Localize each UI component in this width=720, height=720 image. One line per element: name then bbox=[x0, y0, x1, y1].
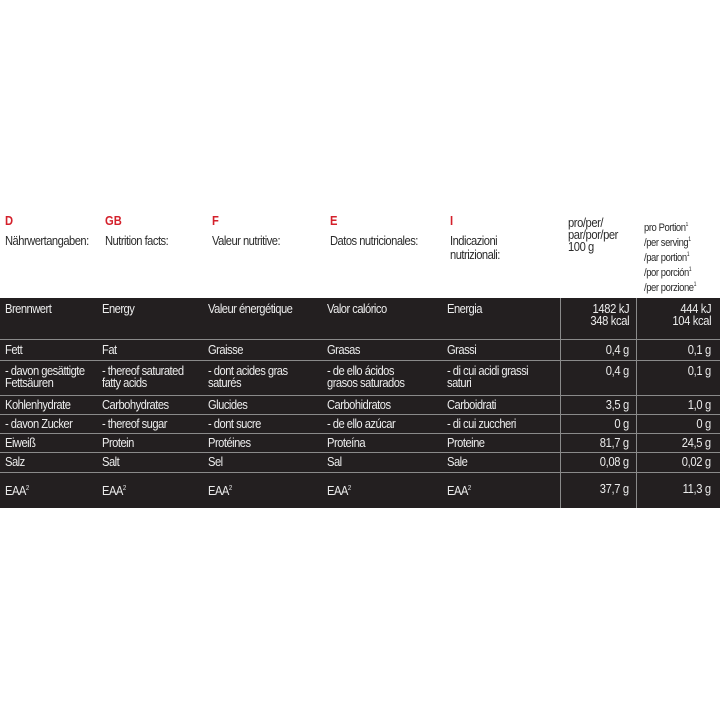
value-per-portion: 1,0 g bbox=[687, 397, 711, 412]
cell-d: Eiweiß bbox=[5, 435, 36, 450]
cell-gb: - thereof saturated fatty acids bbox=[102, 363, 184, 390]
table-row bbox=[0, 434, 720, 453]
cell-f: Valeur énergétique bbox=[208, 301, 293, 316]
cell-gb: Energy bbox=[102, 301, 135, 316]
header-col-f bbox=[212, 214, 280, 248]
cell-f: - dont sucre bbox=[208, 416, 261, 431]
value-per-portion: 11,3 g bbox=[682, 481, 711, 496]
table-row bbox=[0, 361, 720, 396]
table-row bbox=[0, 298, 720, 340]
table-body bbox=[0, 298, 720, 508]
cell-i: Energia bbox=[447, 301, 482, 316]
value-per-portion: 444 kJ 104 kcal bbox=[672, 301, 711, 328]
value-per-portion: 0 g bbox=[696, 416, 711, 431]
value-per-100g: 0,08 g bbox=[599, 454, 629, 469]
value-per-100g: 0,4 g bbox=[605, 363, 629, 378]
value-per-portion: 24,5 g bbox=[681, 435, 711, 450]
cell-e: EAA$^2$ bbox=[327, 483, 351, 498]
cell-i: Grassi bbox=[447, 342, 477, 357]
cell-d: - davon Zucker bbox=[5, 416, 73, 431]
value-per-100g: 1482 kJ 348 kcal bbox=[590, 301, 629, 328]
cell-i: Carboidrati bbox=[447, 397, 497, 412]
cell-i: Sale bbox=[447, 454, 468, 469]
cell-gb: - thereof sugar bbox=[102, 416, 167, 431]
cell-e: Sal bbox=[327, 454, 342, 469]
cell-d: Kohlenhydrate bbox=[5, 397, 71, 412]
lang-code-e: E bbox=[330, 213, 338, 228]
cell-f: Glucides bbox=[208, 397, 248, 412]
header-per-100g: pro/per/ par/por/per 100 g bbox=[568, 215, 618, 254]
table-row bbox=[0, 415, 720, 434]
table-row bbox=[0, 340, 720, 361]
table-header bbox=[0, 212, 720, 298]
cell-i: EAA$^2$ bbox=[447, 483, 471, 498]
header-label-d: Nährwertangaben: bbox=[5, 233, 89, 248]
nutrition-table bbox=[0, 212, 720, 508]
cell-e: - de ello azúcar bbox=[327, 416, 396, 431]
cell-d: Salz bbox=[5, 454, 25, 469]
header-col-e bbox=[330, 214, 418, 248]
table-row bbox=[0, 396, 720, 415]
cell-e: - de ello ácidos grasos saturados bbox=[327, 363, 405, 390]
header-label-e: Datos nutricionales: bbox=[330, 233, 418, 248]
cell-d: EAA$^2$ bbox=[5, 483, 29, 498]
cell-f: Protéines bbox=[208, 435, 251, 450]
value-per-100g: 37,7 g bbox=[599, 481, 629, 496]
cell-f: Graisse bbox=[208, 342, 243, 357]
cell-gb: Salt bbox=[102, 454, 120, 469]
lang-code-gb: GB bbox=[105, 213, 122, 228]
value-per-100g: 0,4 g bbox=[605, 342, 629, 357]
value-per-100g: 0 g bbox=[614, 416, 629, 431]
value-per-100g: 81,7 g bbox=[599, 435, 629, 450]
cell-d: Brennwert bbox=[5, 301, 52, 316]
table-row bbox=[0, 453, 720, 473]
cell-gb: Fat bbox=[102, 342, 117, 357]
cell-f: Sel bbox=[208, 454, 223, 469]
cell-e: Proteína bbox=[327, 435, 366, 450]
lang-code-d: D bbox=[5, 213, 14, 228]
cell-gb: Carbohydrates bbox=[102, 397, 169, 412]
cell-f: EAA$^2$ bbox=[208, 483, 232, 498]
cell-e: Valor calórico bbox=[327, 301, 387, 316]
cell-i: - di cui zuccheri bbox=[447, 416, 516, 431]
cell-e: Carbohidratos bbox=[327, 397, 391, 412]
header-label-i: Indicazioni nutrizionali: bbox=[450, 233, 500, 262]
cell-gb: EAA$^2$ bbox=[102, 483, 126, 498]
lang-code-i: I bbox=[450, 213, 454, 228]
cell-i: Proteine bbox=[447, 435, 485, 450]
header-col-i bbox=[450, 214, 500, 262]
cell-gb: Protein bbox=[102, 435, 134, 450]
header-per-portion: pro Portion$^1$ /per serving$^1$ /par portion$^1$ /por porción$^1$ /per porzione$^1$ bbox=[644, 222, 697, 294]
lang-code-f: F bbox=[212, 213, 219, 228]
header-label-gb: Nutrition facts: bbox=[105, 233, 169, 248]
table-row bbox=[0, 473, 720, 507]
cell-f: - dont acides gras saturés bbox=[208, 363, 288, 390]
value-per-portion: 0,02 g bbox=[681, 454, 711, 469]
cell-d: Fett bbox=[5, 342, 23, 357]
header-label-f: Valeur nutritive: bbox=[212, 233, 281, 248]
value-per-portion: 0,1 g bbox=[687, 342, 711, 357]
cell-d: - davon gesättigte Fettsäuren bbox=[5, 363, 85, 390]
cell-e: Grasas bbox=[327, 342, 360, 357]
header-col-d bbox=[5, 214, 89, 248]
value-per-portion: 0,1 g bbox=[687, 363, 711, 378]
value-per-100g: 3,5 g bbox=[605, 397, 629, 412]
cell-i: - di cui acidi grassi saturi bbox=[447, 363, 529, 390]
header-col-gb bbox=[105, 214, 168, 248]
